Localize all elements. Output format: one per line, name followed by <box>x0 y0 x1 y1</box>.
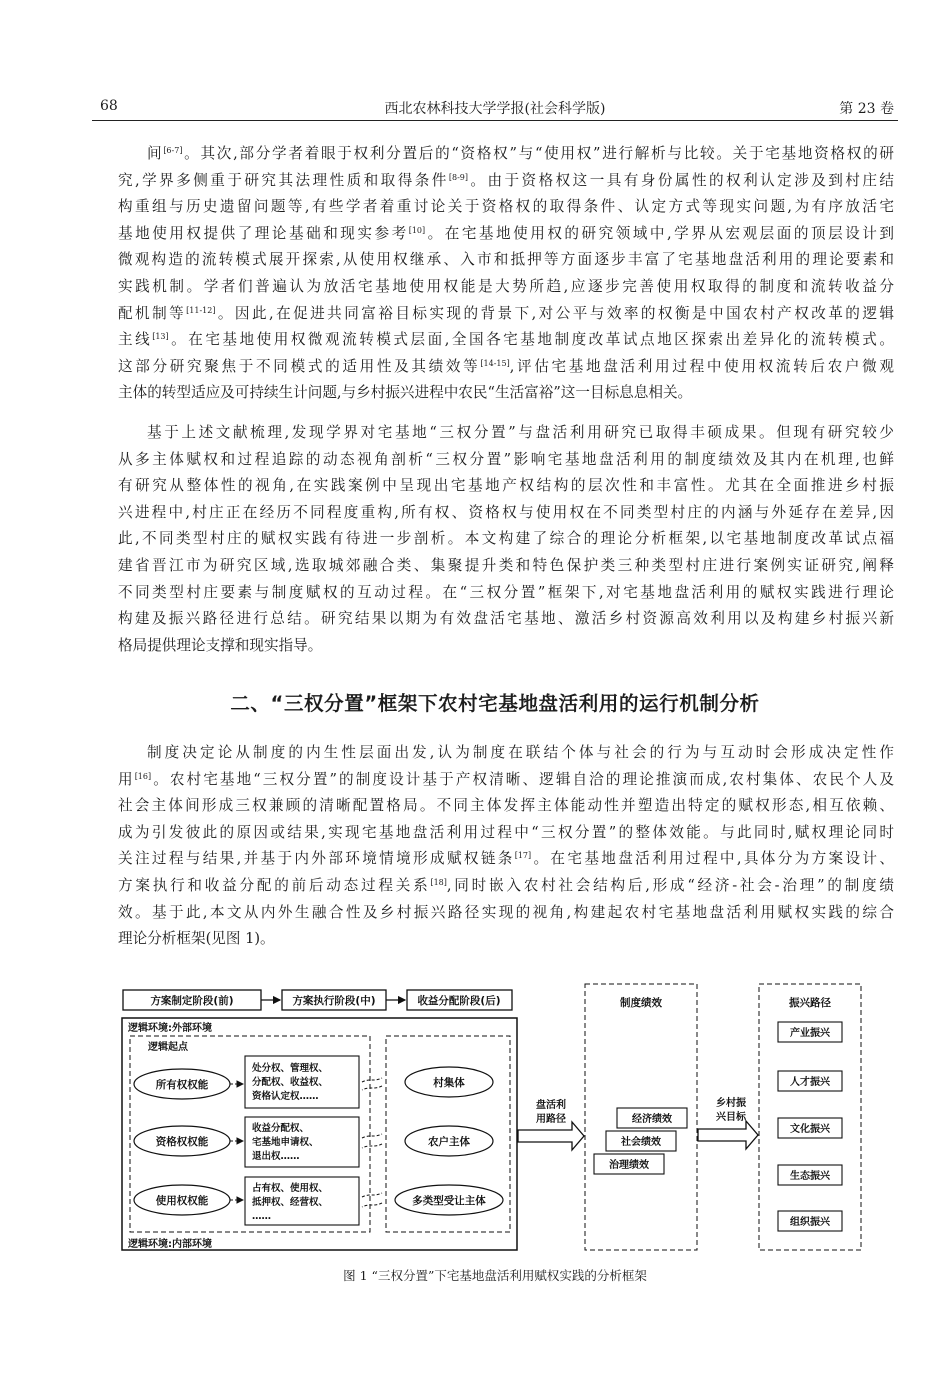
revival-ecology: 生态振兴 <box>790 1171 830 1182</box>
text-run: 配机制等 <box>118 304 187 322</box>
text-run: 此,不同类型村庄的赋权实践有待进一步剖析。本文构建了综合的理论分析框架,以宅基地制度改革试点福 <box>118 530 894 548</box>
target-label-line-1: 乡村振 <box>716 1098 746 1109</box>
rights-usage-line-1: 占有权、使用权、 <box>252 1183 329 1194</box>
text-run: 实践机制。学者们普遍认为放活宅基地使用权能是大势所趋,应逐步完善使用权取得的制度和流转收益分 <box>118 277 894 295</box>
link-ownership-collective <box>362 1078 382 1082</box>
text-run: 基地使用权提供了理论基础和现实参考 <box>118 224 409 242</box>
revival-group <box>759 984 861 1250</box>
text-line <box>118 633 894 660</box>
link-transferee-usage <box>362 1203 382 1207</box>
text-line <box>118 447 894 474</box>
text-line <box>118 500 894 527</box>
rights-ownership-line-3: 资格认定权…… <box>252 1091 319 1102</box>
text-run: 。农村宅基地“三权分置”的制度设计基于产权清晰、逻辑自洽的理论推演而成,农村集体、农民个人及 <box>151 770 894 788</box>
path-label-line-1: 盘活利 <box>536 1100 566 1111</box>
citation-ref: [11-12] <box>186 305 216 315</box>
text-run: 从多主体赋权和过程追踪的动态视角剖析“三权分置”影响宅基地盘活利用的制度绩效及其内在机理,也鲜 <box>118 450 894 468</box>
link-qualification-farmer <box>362 1134 382 1138</box>
section-title: 二、“三权分置”框架下农村宅基地盘活利用的运行机制分析 <box>230 692 760 715</box>
text-line <box>118 221 894 248</box>
text-run: 方案执行和收益分配的前后动态过程关系 <box>118 876 431 894</box>
text-line <box>118 420 894 447</box>
citation-ref: [14-15] <box>480 358 510 368</box>
text-run: 理论分析框架(见图 1)。 <box>118 930 275 948</box>
revival-talent: 人才振兴 <box>790 1077 830 1088</box>
revival-industry: 产业振兴 <box>790 1028 830 1039</box>
text-run: 用 <box>118 770 135 788</box>
text-line <box>118 380 894 407</box>
external-environment-label: 逻辑环境:外部环境 <box>128 1023 212 1034</box>
text-line <box>118 820 894 847</box>
stage-label-1: 方案制定阶段(前) <box>150 995 234 1007</box>
text-run: 构重组与历史遗留问题等,有些学者着重讨论关于资格权的取得条件、认定方式等现实问题,为有序放活宅 <box>118 198 894 216</box>
capability-usage: 使用权权能 <box>155 1195 209 1207</box>
text-line <box>118 526 894 553</box>
text-run: 主体的转型适应及可持续生计问题,与乡村振兴进程中农民“生活富裕”这一目标息息相关。 <box>118 384 693 402</box>
paragraph-framework-theory <box>118 740 894 953</box>
logic-start-label: 逻辑起点 <box>148 1042 188 1053</box>
performance-governance: 治理绩效 <box>609 1160 649 1171</box>
rights-ownership-line-1: 处分权、管理权、 <box>252 1063 329 1074</box>
internal-environment-label: 逻辑环境:内部环境 <box>128 1239 212 1250</box>
text-line <box>118 301 894 328</box>
rights-ownership-line-2: 分配权、收益权、 <box>252 1077 329 1088</box>
text-run: 社会主体间形成三权兼顾的清晰配置格局。不同主体发挥主体能动性并塑造出特定的赋权形态,相互依赖、 <box>118 797 894 815</box>
text-run: 不同类型村庄要素与制度赋权的互动过程。在“三权分置”框架下,对宅基地盘活利用的赋权实践进行理论 <box>118 583 894 601</box>
text-line <box>118 553 894 580</box>
text-run: 究,学界多侧重于研究其法理性质和取得条件 <box>118 171 449 189</box>
rights-qualification-line-2: 宅基地申请权、 <box>252 1137 319 1148</box>
journal-title: 西北农林科技大学学报(社会科学版) <box>384 101 606 117</box>
text-line <box>118 247 894 274</box>
citation-ref: [10] <box>408 225 426 235</box>
text-run: 微观构造的流转模式展开探索,从使用权继承、入市和抵押等方面逐步丰富了宅基地盘活利用的理论要素和 <box>118 251 894 269</box>
path-label-line-2: 用路径 <box>536 1114 566 1125</box>
text-run: 。因此,在促进共同富裕目标实现的背景下,对公平与效率的权衡是中国农村产权改革的逻辑 <box>215 304 894 322</box>
text-line <box>118 793 894 820</box>
text-line <box>118 580 894 607</box>
stage-label-2: 方案执行阶段(中) <box>292 995 376 1007</box>
figure-caption: 图 1 “三权分置”下宅基地盘活利用赋权实践的分析框架 <box>343 1268 647 1283</box>
text-run: 有研究从整体性的视角,在实践案例中呈现出宅基地产权结构的层次性和丰富性。尤其在全面推进乡村振 <box>118 477 894 495</box>
performance-title: 制度绩效 <box>620 997 662 1009</box>
text-run: 这部分研究聚焦于不同模式的适用性及其绩效等 <box>118 357 481 375</box>
text-line <box>118 141 894 168</box>
text-run: 间 <box>147 145 164 162</box>
citation-ref: [6-7] <box>163 146 183 155</box>
actor-collective: 村集体 <box>433 1077 465 1089</box>
text-line <box>118 846 894 873</box>
figure-analysis-framework <box>118 978 878 1260</box>
text-run: 。由于资格权这一具有身份属性的权利认定涉及到村庄结 <box>467 171 894 189</box>
running-header <box>92 98 898 121</box>
text-line <box>118 473 894 500</box>
text-run: 效。基于此,本文从内外生融合性及乡村振兴路径实现的视角,构建起农村宅基地盘活利用赋权实践的综合 <box>118 903 894 921</box>
revival-culture: 文化振兴 <box>790 1124 830 1135</box>
target-label-line-2: 兴目标 <box>716 1112 746 1123</box>
link-farmer-qualification <box>362 1144 382 1148</box>
text-line <box>118 354 894 381</box>
rights-qualification-line-3: 退出权…… <box>252 1151 300 1162</box>
text-line <box>118 327 894 354</box>
target-arrow <box>698 1121 758 1149</box>
text-line <box>118 168 894 195</box>
text-line <box>118 767 894 794</box>
citation-ref: [17] <box>514 851 532 861</box>
text-run: ,同时嵌入农村社会结构后,形成“经济-社会-治理”的制度绩 <box>446 876 894 894</box>
text-line <box>118 606 894 633</box>
text-run: 。在宅基地使用权微观流转模式层面,全国各宅基地制度改革试点地区探索出差异化的流转模式。 <box>168 331 894 349</box>
text-line <box>118 873 894 900</box>
text-run: 。其次,部分学者着眼于权利分置后的“资格权”与“使用权”进行解析与比较。关于宅基地资格权的研 <box>182 145 894 162</box>
text-line <box>118 926 894 953</box>
citation-ref: [13] <box>152 332 169 342</box>
text-run: 兴进程中,村庄正在经历不同程度重构,所有权、资格权与使用权在不同类型村庄的内涵与外延存在差异,因 <box>118 503 894 521</box>
text-run: 成为引发彼此的原因或结果,实现宅基地盘活利用过程中“三权分置”的整体效能。与此同时,赋权理论同时 <box>118 823 894 841</box>
paragraph-literature-review <box>118 141 894 407</box>
capability-ownership: 所有权权能 <box>155 1079 209 1091</box>
actor-farmer: 农户主体 <box>428 1136 470 1148</box>
text-line <box>118 274 894 301</box>
link-usage-transferee <box>362 1193 382 1197</box>
path-arrow <box>518 1122 584 1150</box>
citation-ref: [16] <box>134 771 152 781</box>
paragraph-research-gap <box>118 420 894 659</box>
text-run: 主线 <box>118 331 153 349</box>
page-number: 68 <box>100 98 118 114</box>
text-line <box>118 194 894 221</box>
volume-label: 第 23 卷 <box>839 101 894 117</box>
text-run: 建省晋江市为研究区域,选取城郊融合类、集聚提升类和特色保护类三种类型村庄进行案例实证研究,阐释 <box>118 556 894 574</box>
text-run: 。在宅基地盘活利用过程中,具体分为方案设计、 <box>531 850 894 868</box>
citation-ref: [18] <box>430 877 447 887</box>
text-line <box>118 900 894 927</box>
actor-transferee: 多类型受让主体 <box>412 1195 486 1207</box>
rights-usage-line-2: 抵押权、经营权、 <box>252 1197 329 1208</box>
performance-social: 社会绩效 <box>621 1137 661 1148</box>
link-collective-ownership <box>362 1086 382 1090</box>
text-run: 制度决定论从制度的内生性层面出发,认为制度在联结个体与社会的行为与互动时会形成决定性作 <box>147 744 894 761</box>
stage-label-3: 收益分配阶段(后) <box>417 995 501 1007</box>
rights-qualification-line-1: 收益分配权、 <box>252 1123 310 1134</box>
text-run: 关注过程与结果,并基于内外部环境情境形成赋权链条 <box>118 850 515 868</box>
text-run: 。在宅基地使用权的研究领域中,学界从宏观层面的顶层设计到 <box>425 224 894 242</box>
text-run: ,评估宅基地盘活利用过程中使用权流转后农户微观 <box>509 357 894 375</box>
text-run: 格局提供理论支撑和现实指导。 <box>118 636 323 654</box>
performance-economic: 经济绩效 <box>632 1114 672 1125</box>
revival-organization: 组织振兴 <box>790 1217 830 1228</box>
text-run: 基于上述文献梳理,发现学界对宅基地“三权分置”与盘活利用研究已取得丰硕成果。但现有研究较少 <box>147 424 894 441</box>
text-line <box>118 740 894 767</box>
revival-title: 振兴路径 <box>789 997 831 1009</box>
capability-qualification: 资格权权能 <box>155 1136 209 1148</box>
rights-usage-line-3: …… <box>252 1211 271 1222</box>
text-run: 构建及振兴路径进行总结。研究结果以期为有效盘活宅基地、激活乡村资源高效利用以及构建乡村振兴新 <box>118 610 894 628</box>
citation-ref: [8-9] <box>448 172 468 182</box>
